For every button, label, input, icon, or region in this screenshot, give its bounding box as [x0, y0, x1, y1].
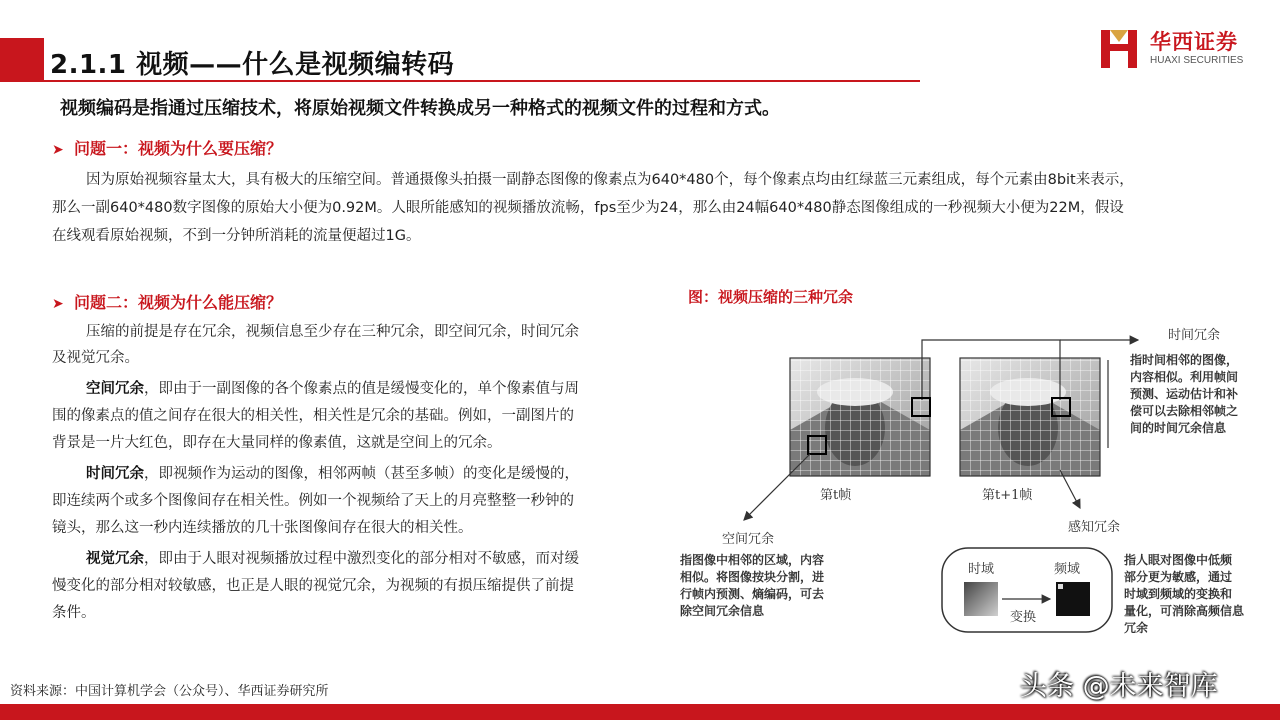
paragraph-line: 背景是一片大红色，即存在大量同样的像素值，这就是空间上的冗余。 — [52, 435, 502, 451]
figure-caption: 图：视频压缩的三种冗余 — [688, 288, 854, 306]
paragraph-line: 空间冗余，即由于一副图像的各个像素点的值是缓慢变化的，单个像素值与周 — [86, 381, 579, 397]
paragraph-line: 慢变化的部分相对较敏感，也正是人眼的视觉冗余，为视频的有损压缩提供了前提 — [52, 578, 574, 594]
redundancy-diagram — [660, 320, 1260, 660]
frame-t-image — [790, 358, 930, 476]
visual-redundancy-term: 视觉冗余 — [86, 551, 144, 567]
page-title: 2.1.1 视频——什么是视频编转码 — [50, 50, 455, 80]
perceptual-redundancy-label: 感知冗余 — [1068, 520, 1121, 535]
bottom-accent-bar — [0, 704, 1280, 720]
logo-english-name: HUAXI SECURITIES — [1150, 55, 1244, 66]
paragraph-line: 在线观看原始视频，不到一分钟所消耗的流量便超过1G。 — [52, 228, 421, 244]
temporal-redundancy-term: 时间冗余 — [86, 466, 144, 482]
huaxi-logo-icon — [1098, 26, 1142, 70]
question-one-text: 问题一：视频为什么要压缩？ — [74, 139, 283, 158]
time-domain-label: 时域 — [968, 562, 995, 577]
frame-t-label: 第t帧 — [820, 488, 852, 503]
paragraph-line: 时间冗余，即视频作为运动的图像，相邻两帧（甚至多帧）的变化是缓慢的， — [86, 466, 579, 482]
title-accent-block — [0, 38, 44, 82]
title-bar — [0, 38, 920, 82]
spatial-redundancy-label: 空间冗余 — [722, 532, 775, 547]
perceptual-redundancy-desc: 指人眼对图像中低频 部分更为敏感，通过 时域到频域的变换和 量化，可消除高频信息 冗余 — [1124, 553, 1245, 635]
temporal-redundancy-desc: 指时间相邻的图像， 内容相似。利用帧间 预测、运动估计和补 偿可以去除相邻帧之 间的时间冗余信息 — [1130, 353, 1239, 435]
question-two-heading — [52, 290, 282, 313]
frequency-domain-label: 频域 — [1054, 562, 1081, 577]
transform-label: 变换 — [1010, 610, 1037, 625]
title-underline — [44, 80, 920, 82]
question-two-text: 问题二：视频为什么能压缩？ — [74, 293, 283, 312]
source-note: 资料来源：中国计算机学会（公众号）、华西证券研究所 — [10, 684, 329, 699]
paragraph-line: 及视觉冗余。 — [52, 350, 139, 366]
paragraph-line: 围的像素点的值之间存在很大的相关性，相关性是冗余的基础。例如，一副图片的 — [52, 408, 574, 424]
summary-statement: 视频编码是指通过压缩技术，将原始视频文件转换成另一种格式的视频文件的过程和方式。 — [60, 98, 780, 119]
paragraph-line: 视觉冗余，即由于人眼对视频播放过程中激烈变化的部分相对不敏感，而对缓 — [86, 551, 579, 567]
temporal-redundancy-label: 时间冗余 — [1168, 328, 1221, 343]
frame-t1-image — [960, 358, 1100, 476]
spatial-redundancy-term: 空间冗余 — [86, 381, 144, 397]
question-one-heading — [52, 136, 282, 159]
huaxi-logo — [1098, 26, 1258, 72]
time-domain-block — [964, 582, 998, 616]
paragraph-line: 即连续两个或多个图像间存在相关性。例如一个视频给了天上的月亮整整一秒钟的 — [52, 493, 574, 509]
paragraph-line: 镜头，那么这一秒内连续播放的几十张图像间存在很大的相关性。 — [52, 520, 473, 536]
watermark: 头条 @未来智库 — [1020, 671, 1218, 702]
paragraph-line: 那么一副640*480数字图像的原始大小便为0.92M。人眼所能感知的视频播放流畅，fps至少为24，那么由24幅640*480静态图像组成的一秒视频大小便为22M，假设 — [52, 200, 1124, 216]
paragraph-line: 压缩的前提是存在冗余，视频信息至少存在三种冗余，即空间冗余，时间冗余 — [86, 324, 579, 340]
paragraph-line: 条件。 — [52, 605, 96, 621]
spatial-redundancy-desc: 指图像中相邻的区域，内容 相似。将图像按块分割，进 行帧内预测、熵编码，可去 除空间冗余信息 — [680, 553, 825, 618]
frame-t1-label: 第t+1帧 — [982, 488, 1033, 503]
logo-chinese-name: 华西证券 — [1150, 30, 1238, 54]
arrow-bullet-icon: ➤ — [52, 142, 64, 158]
paragraph-line: 因为原始视频容量太大，具有极大的压缩空间。普通摄像头拍摄一副静态图像的像素点为640*480个，每个像素点均由红绿蓝三元素组成，每个元素由8bit来表示， — [86, 172, 1134, 188]
arrow-bullet-icon: ➤ — [52, 296, 64, 312]
